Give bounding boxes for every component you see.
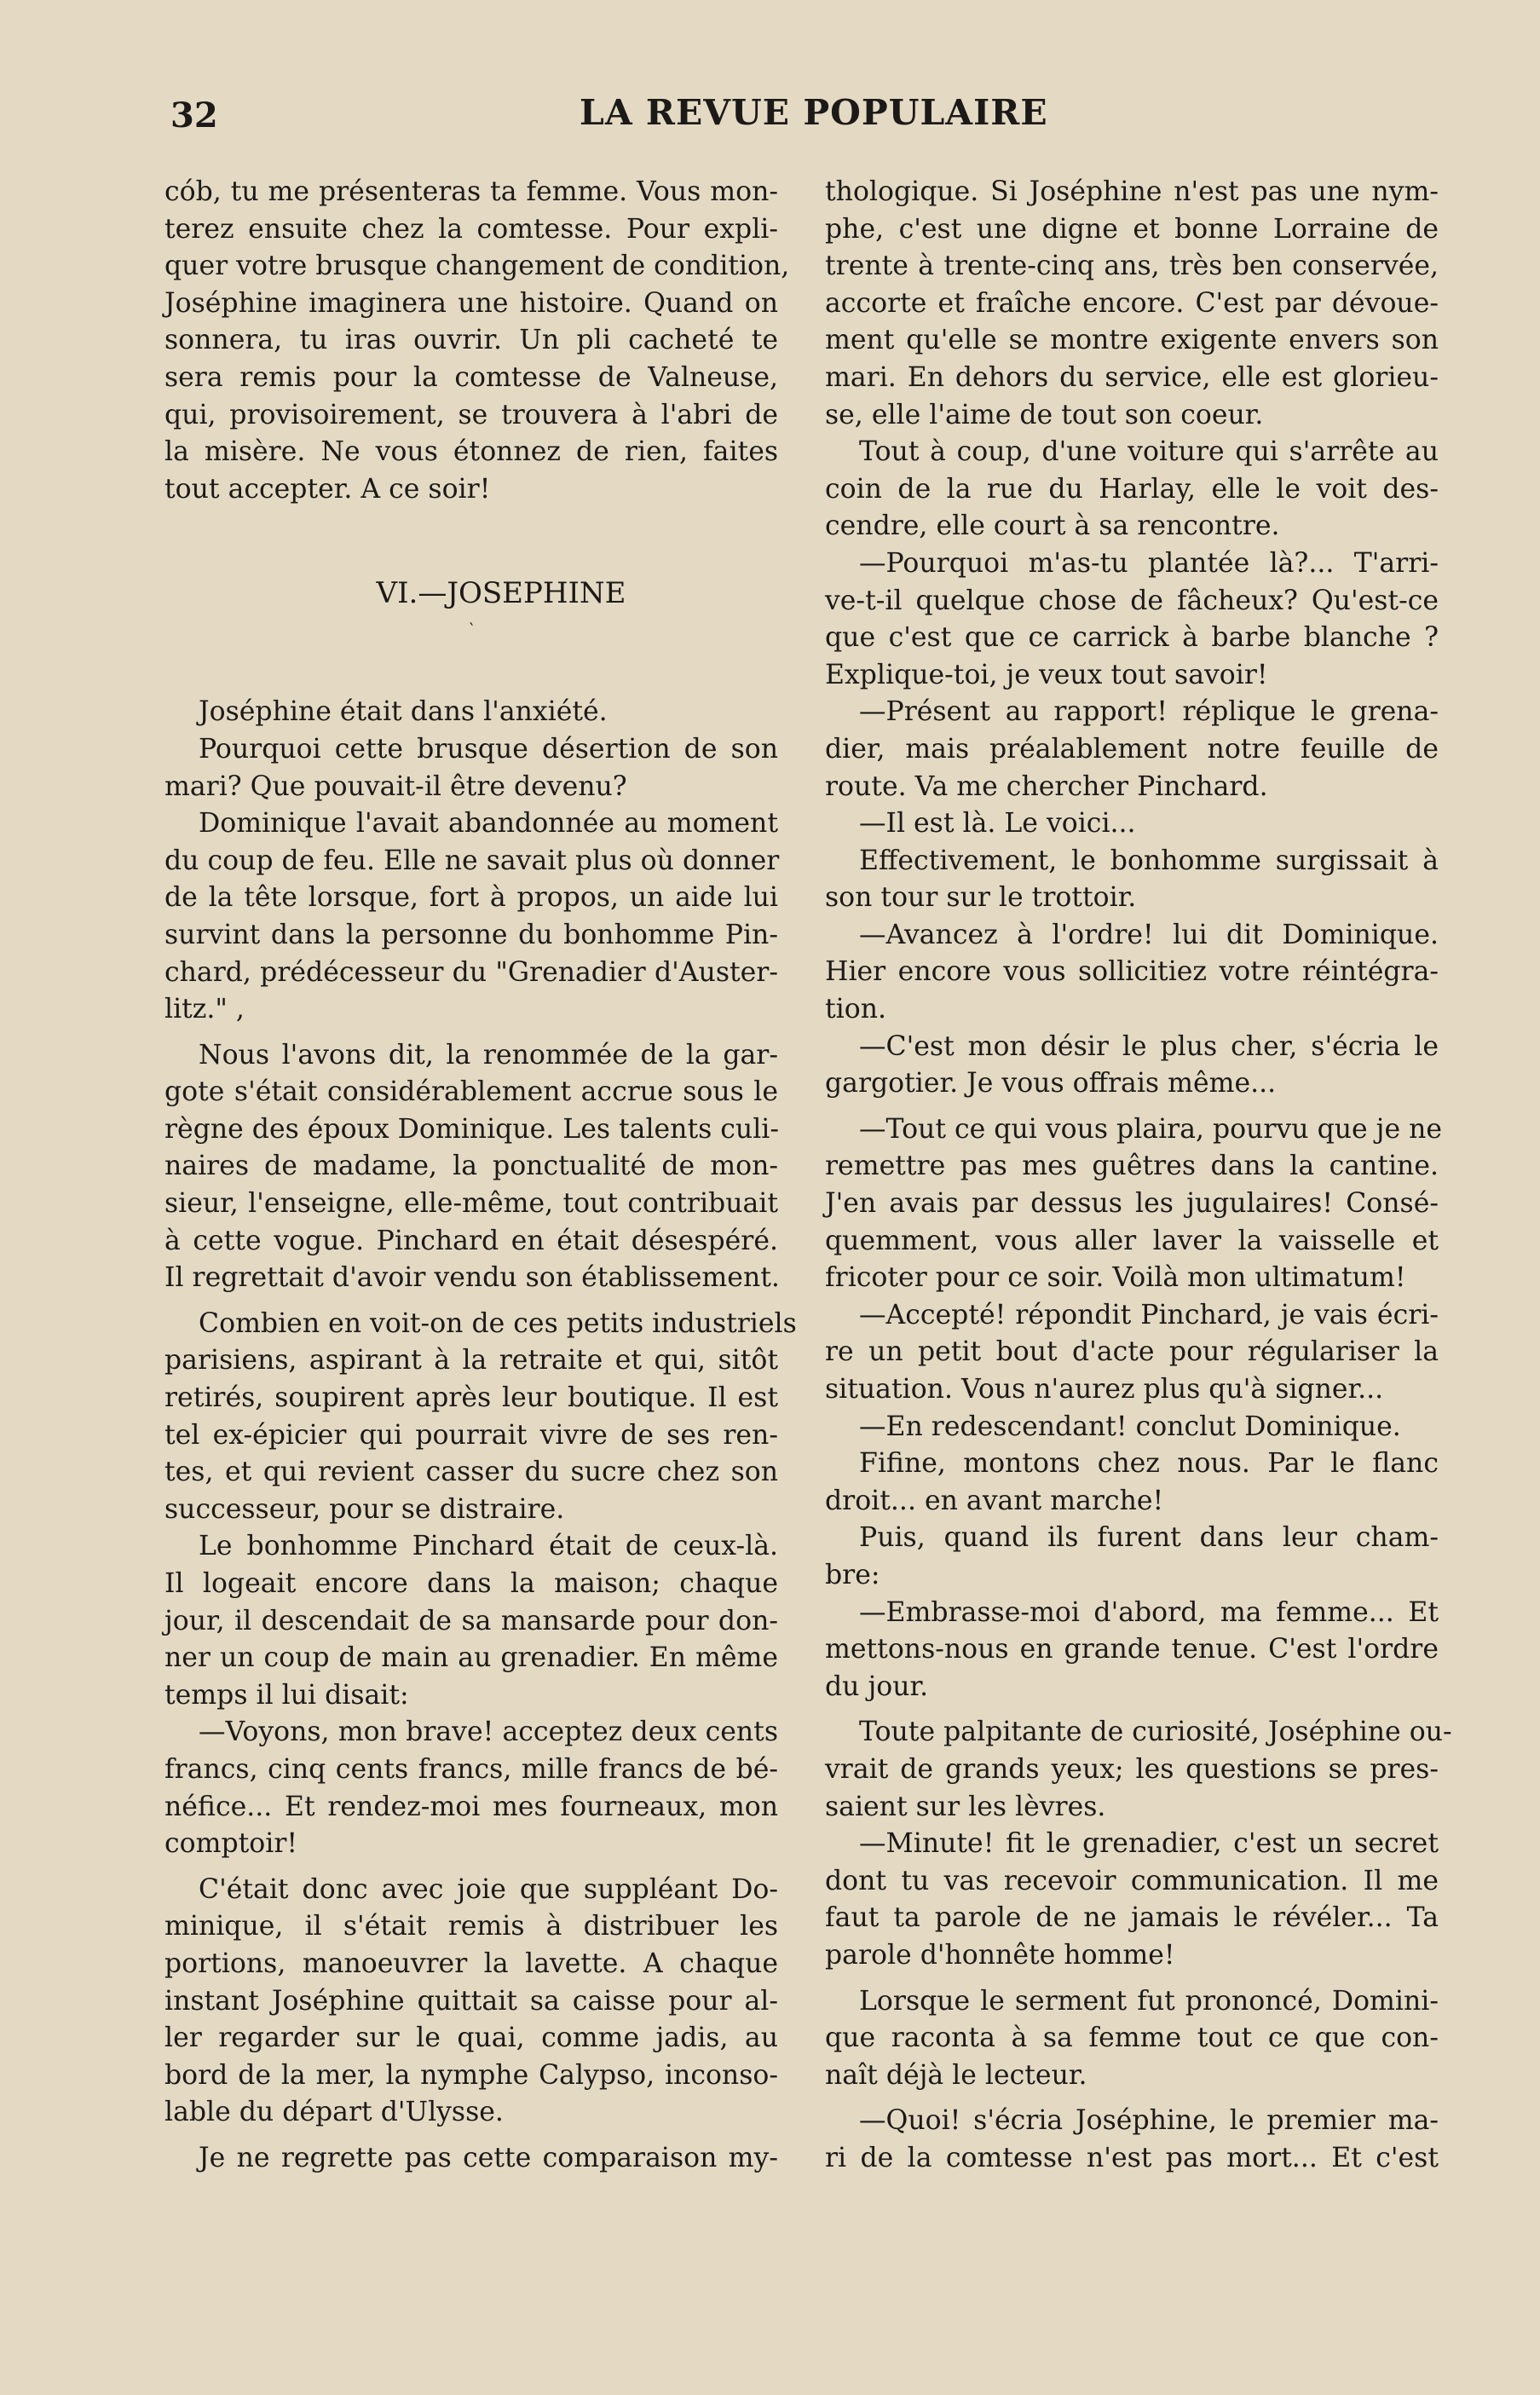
text-line: ment qu'elle se montre exigente envers son (825, 325, 1439, 356)
text-line: —Avancez à l'ordre! lui dit Dominique. (859, 919, 1439, 950)
section-heading: VI.—JOSEPHINE (376, 576, 626, 611)
text-line: Pourquoi cette brusque désertion de son (199, 733, 778, 765)
text-line: ri de la comtesse n'est pas mort... Et c'est (825, 2142, 1439, 2173)
text-line: —Minute! fit le grenadier, c'est un secret (859, 1828, 1439, 1860)
text-line: néfice... Et rendez-moi mes fourneaux, mon (164, 1791, 778, 1822)
text-line: temps il lui disait: (164, 1679, 409, 1711)
text-line: mettons-nous en grande tenue. C'est l'ordre (825, 1634, 1439, 1665)
text-line: à cette vogue. Pinchard en était désespéré. (164, 1225, 778, 1256)
text-line: —En redescendant! conclut Dominique. (859, 1411, 1401, 1442)
text-line: du jour. (825, 1671, 929, 1702)
text-line: se, elle l'aime de tout son coeur. (825, 399, 1264, 430)
text-line: tel ex-épicier qui pourrait vivre de ses ren- (164, 1419, 778, 1451)
text-line: re un petit bout d'acte pour régulariser la (825, 1336, 1439, 1368)
page-number: 32 (170, 95, 218, 136)
text-line: comptoir! (164, 1828, 298, 1860)
text-line: droit... en avant marche! (825, 1485, 1164, 1516)
text-line: naît déjà le lecteur. (825, 2059, 1087, 2091)
text-line: Effectivement, le bonhomme surgissait à (859, 845, 1439, 876)
text-line: naires de madame, la ponctualité de mon- (164, 1151, 778, 1182)
text-line: —Il est là. Le voici... (859, 808, 1136, 840)
text-line: quer votre brusque changement de condition, (164, 251, 790, 282)
text-line: de la tête lorsque, fort à propos, un aide lui (164, 882, 778, 914)
text-line: la misère. Ne vous étonnez de rien, faites (164, 436, 778, 468)
text-line: survint dans la personne du bonhomme Pin- (164, 919, 778, 950)
text-line: bre: (825, 1559, 880, 1590)
text-line: sera remis pour la comtesse de Valneuse, (164, 361, 778, 393)
text-line: saient sur les lèvres. (825, 1791, 1106, 1822)
text-line: phe, c'est une digne et bonne Lorraine de (825, 213, 1439, 245)
text-line: cendre, elle court à sa rencontre. (825, 511, 1280, 542)
text-line: dier, mais préalablement notre feuille de (825, 733, 1439, 765)
text-line: parisiens, aspirant à la retraite et qui, sitôt (164, 1345, 778, 1376)
text-line: Tout à coup, d'une voiture qui s'arrête au (859, 436, 1439, 468)
text-line: tout accepter. A ce soir! (164, 473, 491, 505)
text-line: Il regrettait d'avoir vendu son établissement. (164, 1262, 780, 1294)
text-line: jour, il descendait de sa mansarde pour don- (164, 1605, 778, 1636)
text-line: du coup de feu. Elle ne savait plus où donner (164, 845, 780, 876)
page-header (0, 89, 1540, 148)
text-line: Joséphine imaginera une histoire. Quand on (164, 287, 778, 319)
left-column (164, 174, 797, 2178)
text-line: ner un coup de main au grenadier. En même (164, 1642, 778, 1674)
text-line: ve-t-il quelque chose de fâcheux? Qu'est-ce (825, 585, 1439, 616)
text-line: coin de la rue du Harlay, elle le voit des- (825, 473, 1439, 505)
text-line: —Présent au rapport! réplique le grena- (859, 696, 1439, 728)
text-line: trente à trente-cinq ans, très ben conservée, (825, 251, 1439, 282)
text-line: instant Joséphine quittait sa caisse pour al- (164, 1985, 778, 2017)
text-line: route. Va me chercher Pinchard. (825, 770, 1268, 802)
text-line: Puis, quand ils furent dans leur cham- (859, 1522, 1439, 1554)
text-line: Explique-toi, je veux tout savoir! (825, 659, 1268, 690)
text-line: situation. Vous n'aurez plus qu'à signer... (825, 1374, 1384, 1405)
text-line: francs, cinq cents francs, mille francs de bé- (164, 1753, 778, 1785)
text-line: litz." , (164, 994, 245, 1025)
text-line: ler regarder sur le quai, comme jadis, au (164, 2023, 778, 2054)
text-line: chard, prédécesseur du "Grenadier d'Auster- (164, 956, 778, 988)
text-line: parole d'honnête homme! (825, 1939, 1175, 1971)
text-line: Dominique l'avait abandonnée au moment (199, 808, 778, 840)
text-line: gargotier. Je vous offrais même... (825, 1068, 1277, 1099)
text-line: tion. (825, 994, 886, 1025)
text-line: remettre pas mes guêtres dans la cantine. (825, 1151, 1439, 1182)
text-line: Nous l'avons dit, la renommée de la gar- (199, 1039, 778, 1071)
text-line: Il logeait encore dans la maison; chaque (164, 1568, 778, 1599)
text-line: mari. En dehors du service, elle est glorieu- (825, 361, 1439, 393)
text-line: Le bonhomme Pinchard était de ceux-là. (199, 1531, 778, 1562)
text-line: J'en avais par dessus les jugulaires! Consé- (825, 1188, 1439, 1220)
text-line: Hier encore vous sollicitiez votre réintégra- (825, 956, 1439, 988)
section-ornament: ‵ (469, 619, 474, 640)
text-line: tes, et qui revient casser du sucre chez son (164, 1457, 778, 1488)
text-line: vrait de grands yeux; les questions se pres- (825, 1753, 1439, 1785)
text-line: —Tout ce qui vous plaira, pourvu que je ne (859, 1113, 1443, 1145)
text-line: quemment, vous aller laver la vaisselle et (825, 1225, 1439, 1256)
text-line: fricoter pour ce soir. Voilà mon ultimatum! (825, 1262, 1406, 1294)
text-line: successeur, pour se distraire. (164, 1493, 565, 1525)
text-line: minique, il s'était remis à distribuer les (164, 1911, 778, 1942)
text-line: —Pourquoi m'as-tu plantée là?... T'arri- (859, 547, 1439, 579)
text-line: —Accepté! répondit Pinchard, je vais écri- (859, 1299, 1439, 1330)
text-line: C'était donc avec joie que suppléant Do- (199, 1873, 778, 1905)
text-line: terez ensuite chez la comtesse. Pour expli- (164, 213, 778, 245)
text-line: que raconta à sa femme tout ce que con- (825, 2023, 1439, 2054)
text-line: Je ne regrette pas cette comparaison my- (199, 2142, 778, 2173)
text-line: portions, manoeuvrer la lavette. A chaque (164, 1948, 778, 1979)
text-line: —Embrasse-moi d'abord, ma femme... Et (859, 1596, 1439, 1628)
text-line: faut ta parole de ne jamais le révéler... Ta (825, 1902, 1439, 1934)
text-line: —Voyons, mon brave! acceptez deux cents (199, 1717, 778, 1748)
text-line: Fifine, montons chez nous. Par le flanc (859, 1448, 1439, 1480)
text-line: Joséphine était dans l'anxiété. (199, 696, 608, 728)
text-line: —C'est mon désir le plus cher, s'écria le (859, 1030, 1439, 1062)
running-title: LA REVUE POPULAIRE (580, 92, 1048, 133)
text-line: Combien en voit-on de ces petits industriels (199, 1307, 797, 1339)
text-line: bord de la mer, la nymphe Calypso, inconso- (164, 2059, 778, 2091)
text-line: thologique. Si Joséphine n'est pas une nym- (825, 176, 1439, 207)
text-line: qui, provisoirement, se trouvera à l'abri de (164, 399, 778, 430)
text-line: accorte et fraîche encore. C'est par dévoue- (825, 287, 1439, 319)
text-line: règne des époux Dominique. Les talents culi- (164, 1113, 780, 1145)
right-column (825, 174, 1452, 2177)
text-line: sieur, l'enseigne, elle-même, tout contribuait (164, 1188, 778, 1220)
text-line: sonnera, tu iras ouvrir. Un pli cacheté te (164, 325, 778, 356)
text-line: gote s'était considérablement accrue sous le (164, 1076, 778, 1108)
text-line: Lorsque le serment fut prononcé, Domini- (859, 1985, 1439, 2017)
text-line: que c'est que ce carrick à barbe blanche ? (825, 622, 1439, 654)
text-line: —Quoi! s'écria Joséphine, le premier ma- (859, 2105, 1439, 2137)
text-line: mari? Que pouvait-il être devenu? (164, 770, 627, 802)
text-line: retirés, soupirent après leur boutique. Il est (164, 1382, 778, 1414)
text-line: lable du départ d'Ulysse. (164, 2097, 504, 2128)
text-line: cób, tu me présenteras ta femme. Vous mon- (164, 176, 778, 207)
text-line: Toute palpitante de curiosité, Joséphine ou- (859, 1717, 1452, 1748)
text-line: dont tu vas recevoir communication. Il me (825, 1865, 1439, 1896)
text-line: son tour sur le trottoir. (825, 882, 1137, 914)
